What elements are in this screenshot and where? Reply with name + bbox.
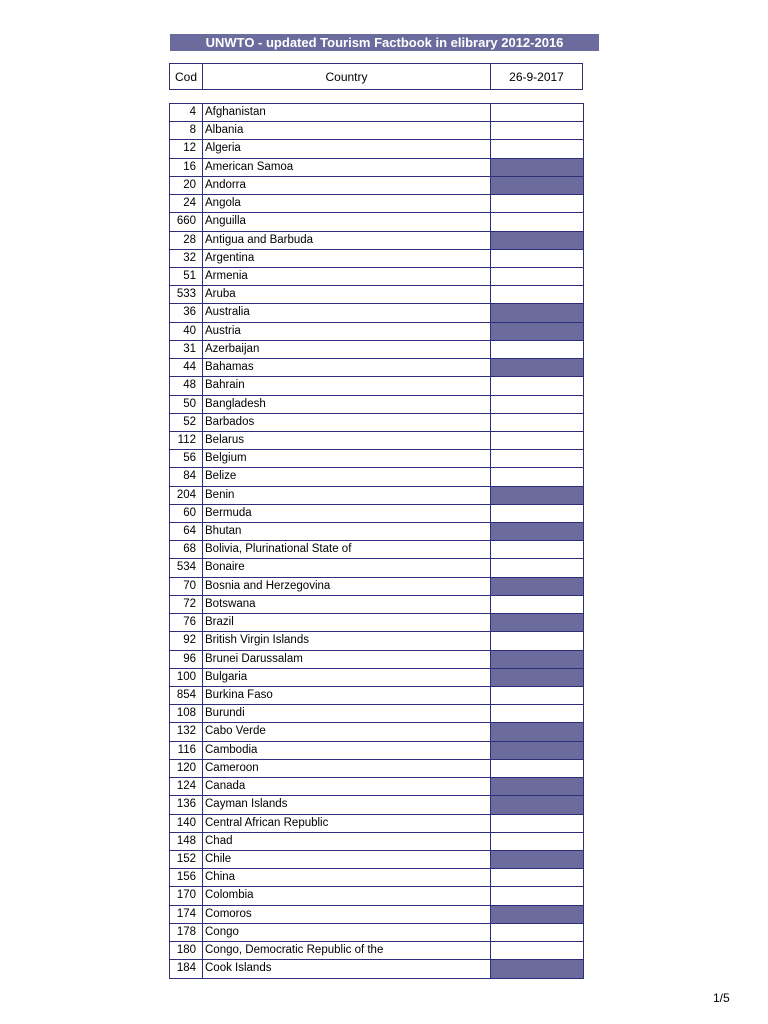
row-code: 152 <box>170 851 203 868</box>
row-status-empty <box>491 450 583 467</box>
table-row <box>170 450 583 468</box>
table-row <box>170 723 583 741</box>
row-status-filled <box>491 304 583 321</box>
table-row <box>170 796 583 814</box>
row-code: 96 <box>170 651 203 668</box>
row-status-filled <box>491 742 583 759</box>
row-code: 8 <box>170 122 203 139</box>
row-code: 52 <box>170 414 203 431</box>
row-status-filled <box>491 232 583 249</box>
row-code: 120 <box>170 760 203 777</box>
table-row <box>170 104 583 122</box>
row-code: 40 <box>170 323 203 340</box>
row-status-empty <box>491 104 583 121</box>
row-code: 156 <box>170 869 203 886</box>
row-country-name: Belgium <box>203 450 491 467</box>
row-code: 64 <box>170 523 203 540</box>
row-country-name: Bangladesh <box>203 396 491 413</box>
row-code: 32 <box>170 250 203 267</box>
row-status-filled <box>491 523 583 540</box>
table-row <box>170 541 583 559</box>
row-code: 100 <box>170 669 203 686</box>
table-row <box>170 195 583 213</box>
row-status-empty <box>491 559 583 576</box>
table-row <box>170 304 583 322</box>
row-country-name: Belize <box>203 468 491 485</box>
row-country-name: Armenia <box>203 268 491 285</box>
row-code: 660 <box>170 213 203 230</box>
row-status-filled <box>491 778 583 795</box>
table-row <box>170 614 583 632</box>
table-row <box>170 213 583 231</box>
row-country-name: Austria <box>203 323 491 340</box>
row-status-empty <box>491 140 583 157</box>
row-code: 36 <box>170 304 203 321</box>
row-status-filled <box>491 578 583 595</box>
row-code: 204 <box>170 487 203 504</box>
row-code: 70 <box>170 578 203 595</box>
row-status-filled <box>491 614 583 631</box>
table-row <box>170 323 583 341</box>
table-row <box>170 596 583 614</box>
row-country-name: Canada <box>203 778 491 795</box>
row-status-filled <box>491 177 583 194</box>
row-country-name: Antigua and Barbuda <box>203 232 491 249</box>
row-country-name: Anguilla <box>203 213 491 230</box>
row-status-empty <box>491 468 583 485</box>
row-status-empty <box>491 213 583 230</box>
table-row <box>170 286 583 304</box>
row-country-name: Central African Republic <box>203 815 491 832</box>
row-country-name: Chad <box>203 833 491 850</box>
row-code: 60 <box>170 505 203 522</box>
row-country-name: Azerbaijan <box>203 341 491 358</box>
row-country-name: Belarus <box>203 432 491 449</box>
row-status-filled <box>491 851 583 868</box>
table-row <box>170 523 583 541</box>
row-country-name: Bhutan <box>203 523 491 540</box>
row-status-empty <box>491 924 583 941</box>
row-status-empty <box>491 942 583 959</box>
row-code: 51 <box>170 268 203 285</box>
table-row <box>170 159 583 177</box>
table-row <box>170 942 583 960</box>
row-country-name: British Virgin Islands <box>203 632 491 649</box>
row-status-filled <box>491 651 583 668</box>
document-title: UNWTO - updated Tourism Factbook in elibrary 2012-2016 <box>170 34 599 51</box>
row-status-empty <box>491 250 583 267</box>
row-country-name: Brunei Darussalam <box>203 651 491 668</box>
header-cod: Cod <box>170 64 203 89</box>
row-code: 854 <box>170 687 203 704</box>
row-status-filled <box>491 723 583 740</box>
row-country-name: Bonaire <box>203 559 491 576</box>
row-code: 116 <box>170 742 203 759</box>
row-status-empty <box>491 377 583 394</box>
row-country-name: Aruba <box>203 286 491 303</box>
table-row <box>170 669 583 687</box>
row-code: 16 <box>170 159 203 176</box>
row-code: 124 <box>170 778 203 795</box>
row-country-name: Botswana <box>203 596 491 613</box>
row-country-name: Brazil <box>203 614 491 631</box>
row-status-empty <box>491 815 583 832</box>
row-country-name: Burundi <box>203 705 491 722</box>
row-country-name: Andorra <box>203 177 491 194</box>
row-status-empty <box>491 541 583 558</box>
page-number: 1/5 <box>713 991 730 1005</box>
row-country-name: Cambodia <box>203 742 491 759</box>
row-status-empty <box>491 286 583 303</box>
row-country-name: Bulgaria <box>203 669 491 686</box>
row-country-name: Congo <box>203 924 491 941</box>
row-status-empty <box>491 396 583 413</box>
table-row <box>170 140 583 158</box>
row-code: 68 <box>170 541 203 558</box>
row-code: 4 <box>170 104 203 121</box>
row-code: 28 <box>170 232 203 249</box>
row-country-name: Argentina <box>203 250 491 267</box>
row-status-empty <box>491 122 583 139</box>
row-code: 31 <box>170 341 203 358</box>
table-row <box>170 414 583 432</box>
row-status-filled <box>491 669 583 686</box>
row-status-empty <box>491 432 583 449</box>
row-status-empty <box>491 195 583 212</box>
row-code: 84 <box>170 468 203 485</box>
row-status-empty <box>491 887 583 904</box>
table-row <box>170 887 583 905</box>
row-country-name: Algeria <box>203 140 491 157</box>
row-country-name: American Samoa <box>203 159 491 176</box>
table-row <box>170 505 583 523</box>
row-country-name: Cameroon <box>203 760 491 777</box>
table-row <box>170 869 583 887</box>
row-code: 184 <box>170 960 203 977</box>
table-row <box>170 122 583 140</box>
row-status-empty <box>491 341 583 358</box>
row-country-name: Bahamas <box>203 359 491 376</box>
row-country-name: Australia <box>203 304 491 321</box>
table-row <box>170 833 583 851</box>
row-status-empty <box>491 705 583 722</box>
row-country-name: Colombia <box>203 887 491 904</box>
row-country-name: Cook Islands <box>203 960 491 977</box>
row-code: 174 <box>170 906 203 923</box>
row-country-name: Cabo Verde <box>203 723 491 740</box>
row-country-name: Chile <box>203 851 491 868</box>
row-status-empty <box>491 505 583 522</box>
row-code: 534 <box>170 559 203 576</box>
row-status-filled <box>491 359 583 376</box>
header-date: 26-9-2017 <box>509 69 564 84</box>
row-code: 44 <box>170 359 203 376</box>
row-country-name: Bosnia and Herzegovina <box>203 578 491 595</box>
table-row <box>170 778 583 796</box>
table-header <box>169 63 583 90</box>
row-code: 132 <box>170 723 203 740</box>
row-code: 140 <box>170 815 203 832</box>
table-row <box>170 468 583 486</box>
table-row <box>170 924 583 942</box>
table-row <box>170 377 583 395</box>
row-country-name: Bermuda <box>203 505 491 522</box>
row-code: 148 <box>170 833 203 850</box>
table-row <box>170 815 583 833</box>
row-status-filled <box>491 159 583 176</box>
row-country-name: Afghanistan <box>203 104 491 121</box>
table-row <box>170 760 583 778</box>
row-code: 136 <box>170 796 203 813</box>
table-row <box>170 341 583 359</box>
row-code: 20 <box>170 177 203 194</box>
row-status-filled <box>491 960 583 977</box>
row-status-filled <box>491 796 583 813</box>
row-code: 170 <box>170 887 203 904</box>
row-status-filled <box>491 906 583 923</box>
row-code: 180 <box>170 942 203 959</box>
row-country-name: Congo, Democratic Republic of the <box>203 942 491 959</box>
row-status-filled <box>491 487 583 504</box>
row-status-empty <box>491 596 583 613</box>
row-country-name: Benin <box>203 487 491 504</box>
row-code: 108 <box>170 705 203 722</box>
table-row <box>170 632 583 650</box>
table-row <box>170 396 583 414</box>
row-status-empty <box>491 760 583 777</box>
row-country-name: Albania <box>203 122 491 139</box>
row-status-empty <box>491 414 583 431</box>
table-row <box>170 359 583 377</box>
table-row <box>170 250 583 268</box>
table-row <box>170 432 583 450</box>
row-country-name: China <box>203 869 491 886</box>
row-code: 92 <box>170 632 203 649</box>
row-status-empty <box>491 268 583 285</box>
table-row <box>170 268 583 286</box>
country-table <box>169 103 584 979</box>
table-row <box>170 651 583 669</box>
row-code: 112 <box>170 432 203 449</box>
row-status-empty <box>491 632 583 649</box>
row-status-empty <box>491 869 583 886</box>
table-row <box>170 559 583 577</box>
row-country-name: Barbados <box>203 414 491 431</box>
row-code: 12 <box>170 140 203 157</box>
row-code: 24 <box>170 195 203 212</box>
table-row <box>170 487 583 505</box>
row-country-name: Angola <box>203 195 491 212</box>
table-row <box>170 687 583 705</box>
row-country-name: Cayman Islands <box>203 796 491 813</box>
row-status-empty <box>491 687 583 704</box>
row-code: 72 <box>170 596 203 613</box>
row-code: 533 <box>170 286 203 303</box>
header-country: Country <box>203 64 491 89</box>
row-country-name: Bahrain <box>203 377 491 394</box>
row-status-filled <box>491 323 583 340</box>
row-code: 178 <box>170 924 203 941</box>
table-row <box>170 851 583 869</box>
table-row <box>170 578 583 596</box>
table-row <box>170 906 583 924</box>
row-country-name: Bolivia, Plurinational State of <box>203 541 491 558</box>
table-row <box>170 742 583 760</box>
row-status-empty <box>491 833 583 850</box>
row-country-name: Comoros <box>203 906 491 923</box>
table-row <box>170 177 583 195</box>
table-row <box>170 705 583 723</box>
row-country-name: Burkina Faso <box>203 687 491 704</box>
row-code: 56 <box>170 450 203 467</box>
row-code: 50 <box>170 396 203 413</box>
row-code: 76 <box>170 614 203 631</box>
table-row <box>170 232 583 250</box>
row-code: 48 <box>170 377 203 394</box>
table-row <box>170 960 583 978</box>
